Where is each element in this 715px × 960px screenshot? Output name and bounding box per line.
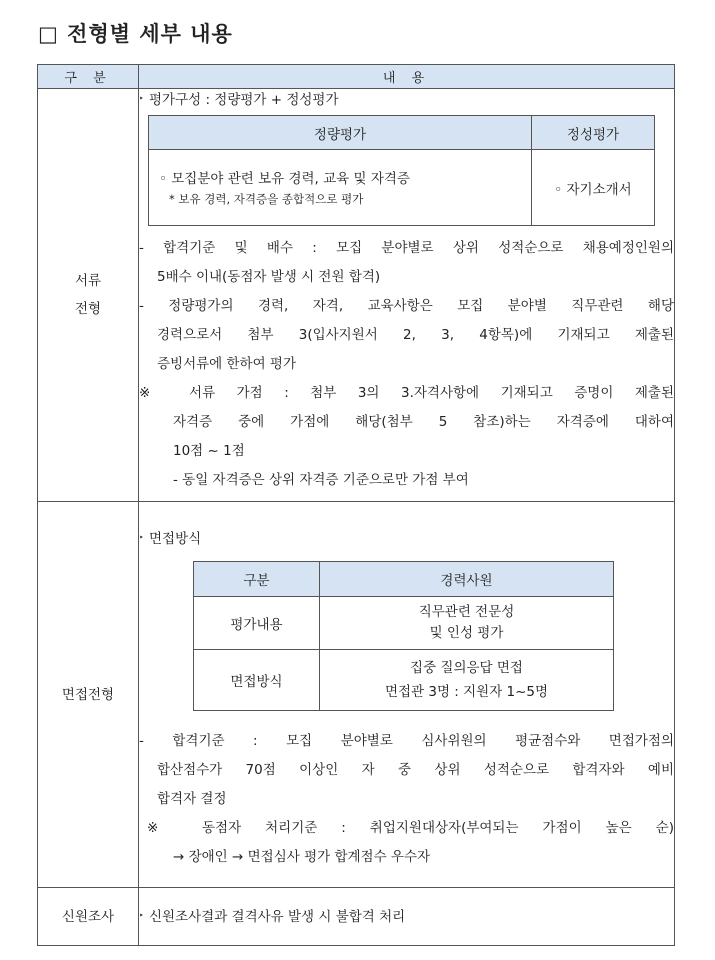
- doc-line-8: 10점 ~ 1점: [173, 443, 245, 459]
- interview-method-title: 면접방식: [149, 531, 202, 547]
- row-eval-content: [320, 597, 614, 650]
- document-criteria-block: [139, 234, 674, 495]
- background-check-row: [38, 888, 675, 946]
- doc-line-3: - 정량평가의 경력, 자격, 교육사항은 모집 분야별 직무관련 해당: [139, 298, 674, 314]
- doc-line-7: 자격증 중에 가점에 해당(첨부 5 참조)하는 자격증에 대하여: [173, 414, 674, 430]
- qual-cell: ◦ 자기소개서: [532, 150, 655, 226]
- int-line-3: 합격자 결정: [157, 791, 227, 807]
- qual-header: 정성평가: [532, 116, 655, 150]
- interview-header-category: 구분: [194, 562, 320, 597]
- row-eval-label: 평가내용: [194, 597, 320, 650]
- document-screening-label: [38, 89, 139, 502]
- doc-line-5: 증빙서류에 한하여 평가: [157, 356, 296, 372]
- header-content: 내 용: [139, 65, 675, 89]
- int-line-1: - 합격기준 : 모집 분야별로 심사위원의 평균점수와 면접가점의: [139, 733, 674, 749]
- row-eval-line1: 직무관련 전문성: [418, 604, 515, 620]
- background-check-text: 신원조사결과 결격사유 발생 시 불합격 처리: [149, 908, 406, 925]
- bullet-icon: ‣: [139, 533, 144, 542]
- doc-line-9: - 동일 자격증은 상위 자격증 기준으로만 가점 부여: [173, 472, 469, 488]
- interview-row: [38, 502, 675, 888]
- selection-details-table: [37, 64, 675, 946]
- background-check-line: [139, 904, 674, 930]
- row-method-label: 면접방식: [194, 650, 320, 711]
- row-eval-line2: 및 인성 평가: [429, 625, 504, 641]
- interview-criteria-block: [139, 727, 674, 872]
- row-method-content: [320, 650, 614, 711]
- interview-table: [193, 561, 614, 711]
- quant-cell: [149, 150, 532, 226]
- interview-label: 면접전형: [38, 502, 139, 888]
- eval-composition-line: [139, 88, 674, 112]
- quant-line1: ◦ 모집분야 관련 보유 경력, 교육 및 자격증: [159, 170, 410, 187]
- bullet-icon: ‣: [139, 94, 144, 103]
- doc-line-2: 5배수 이내(동점자 발생 시 전원 합격): [157, 269, 381, 285]
- document-label-line2: 전형: [74, 301, 102, 317]
- page-title: □ 전형별 세부 내용: [38, 22, 233, 46]
- eval-composition-text: 평가구성 : 정량평가 + 정성평가: [149, 92, 339, 108]
- table-header-row: [38, 65, 675, 89]
- row-method-line1: 집중 질의응답 면접: [410, 660, 523, 676]
- document-screening-row: [38, 89, 675, 502]
- doc-line-6: ※ 서류 가점 : 첨부 3의 3.자격사항에 기재되고 증명이 제출된: [139, 385, 674, 401]
- evaluation-table: [148, 115, 655, 226]
- int-line-5: → 장애인 → 면접심사 평가 합계점수 우수자: [173, 849, 431, 865]
- header-category: 구 분: [38, 65, 139, 89]
- document-label-line1: 서류: [74, 273, 102, 289]
- background-check-label: 신원조사: [38, 888, 139, 946]
- row-method-line2: 면접관 3명 : 지원자 1~5명: [384, 684, 549, 700]
- int-line-4: ※ 동점자 처리기준 : 취업지원대상자(부여되는 가점이 높은 순): [147, 820, 674, 836]
- doc-line-1: - 합격기준 및 배수 : 모집 분야별로 상위 성적순으로 채용예정인원의: [139, 240, 674, 256]
- quant-header: 정량평가: [149, 116, 532, 150]
- doc-line-4: 경력으로서 첨부 3(입사지원서 2, 3, 4항목)에 기재되고 제출된: [157, 327, 674, 343]
- int-line-2: 합산점수가 70점 이상인 자 중 상위 성적순으로 합격자와 예비: [157, 762, 674, 778]
- interview-method-title-line: [139, 526, 674, 552]
- background-check-content: [139, 888, 675, 946]
- quant-line2: * 보유 경력, 자격증을 종합적으로 평가: [169, 191, 364, 206]
- document-screening-content: [139, 89, 675, 502]
- interview-header-career: 경력사원: [320, 562, 614, 597]
- bullet-icon: ‣: [139, 910, 144, 920]
- interview-content: [139, 502, 675, 888]
